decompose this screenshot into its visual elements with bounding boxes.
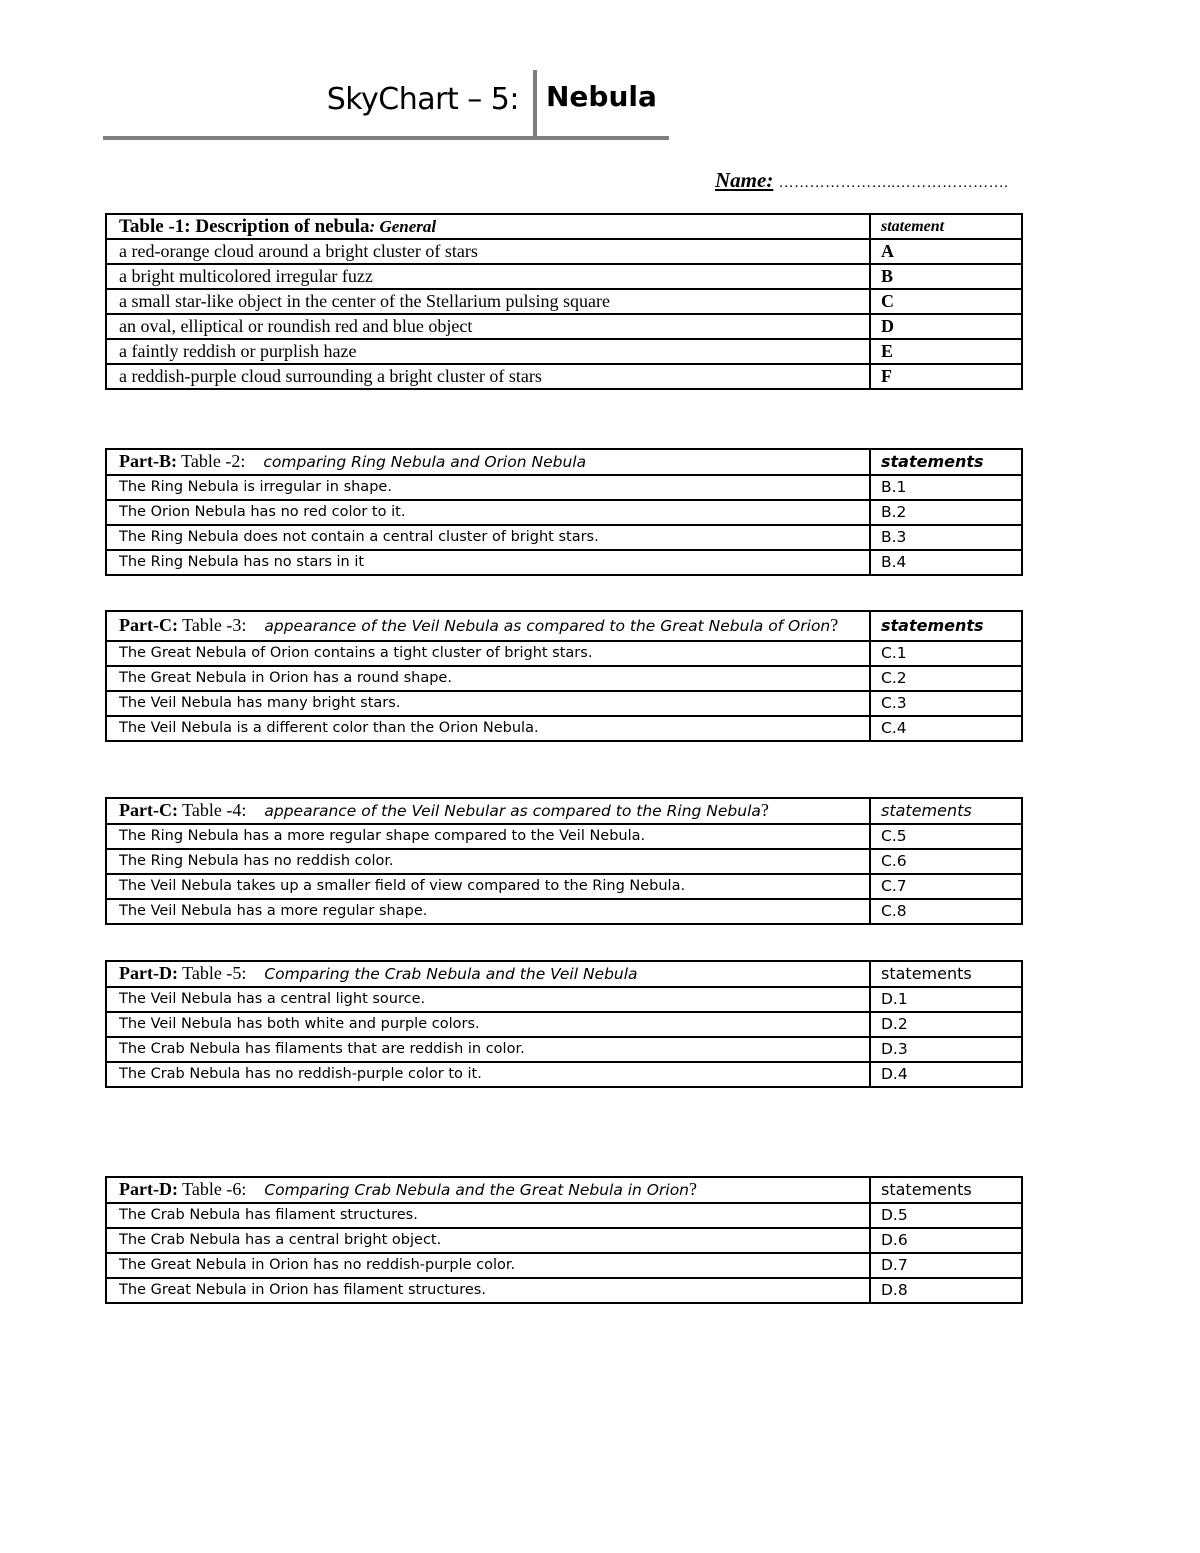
table-row bbox=[106, 314, 1022, 339]
table-row bbox=[106, 550, 1022, 575]
table-header-row bbox=[106, 611, 1022, 641]
table-label: Table -4: bbox=[177, 800, 247, 820]
part-label: Part-C: bbox=[119, 800, 178, 820]
row-code: D bbox=[870, 314, 1022, 339]
table-description: appearance of the Veil Nebular as compared to the Ring Nebula bbox=[264, 802, 761, 820]
table-row bbox=[106, 1278, 1022, 1303]
part-label: Part-D: bbox=[119, 963, 178, 983]
row-description: The Veil Nebula is a different color than the Orion Nebula. bbox=[106, 716, 870, 741]
table-row bbox=[106, 1203, 1022, 1228]
table-label: Table -3: bbox=[177, 615, 247, 635]
table-2-ring-vs-orion bbox=[105, 448, 1023, 576]
table-6-crab-vs-orion bbox=[105, 1176, 1023, 1304]
row-description: The Veil Nebula has both white and purple colors. bbox=[106, 1012, 870, 1037]
table-label: Table -2: bbox=[176, 451, 246, 471]
table-description: appearance of the Veil Nebula as compared to the Great Nebula of Orion bbox=[264, 617, 831, 635]
table-1-title-bold: Table -1: Description of nebula bbox=[119, 216, 370, 237]
table-5-title bbox=[106, 961, 870, 987]
table-description: Comparing the Crab Nebula and the Veil Nebula bbox=[264, 965, 638, 983]
row-code: C.7 bbox=[870, 874, 1022, 899]
table-5-crab-vs-veil bbox=[105, 960, 1023, 1088]
table-row bbox=[106, 641, 1022, 666]
table-header-row bbox=[106, 449, 1022, 475]
row-code: B.1 bbox=[870, 475, 1022, 500]
table-3-statements-header: statements bbox=[870, 611, 1022, 641]
doc-title-topic: Nebula bbox=[546, 80, 657, 113]
document-header bbox=[103, 70, 669, 140]
row-code: B.2 bbox=[870, 500, 1022, 525]
name-label: Name: bbox=[715, 168, 774, 192]
row-code: B.3 bbox=[870, 525, 1022, 550]
table-row bbox=[106, 339, 1022, 364]
row-code: D.8 bbox=[870, 1278, 1022, 1303]
header-divider bbox=[533, 70, 537, 138]
header-rule bbox=[103, 136, 669, 140]
row-description: The Ring Nebula has no stars in it bbox=[106, 550, 870, 575]
table-header-row bbox=[106, 961, 1022, 987]
table-5-statements-header: statements bbox=[870, 961, 1022, 987]
row-code: C.6 bbox=[870, 849, 1022, 874]
row-code: D.3 bbox=[870, 1037, 1022, 1062]
table-1-title-italic: : General bbox=[369, 217, 437, 236]
table-row bbox=[106, 1062, 1022, 1087]
table-row bbox=[106, 899, 1022, 924]
table-row bbox=[106, 691, 1022, 716]
table-header-row bbox=[106, 214, 1022, 239]
table-label: Table -6: bbox=[177, 1179, 247, 1199]
row-description: The Great Nebula of Orion contains a tight cluster of bright stars. bbox=[106, 641, 870, 666]
table-1-title bbox=[106, 214, 870, 239]
table-row bbox=[106, 849, 1022, 874]
table-row bbox=[106, 1012, 1022, 1037]
table-row bbox=[106, 289, 1022, 314]
row-code: B.4 bbox=[870, 550, 1022, 575]
row-code: C.5 bbox=[870, 824, 1022, 849]
table-row bbox=[106, 716, 1022, 741]
table-description: comparing Ring Nebula and Orion Nebula bbox=[263, 453, 587, 471]
row-description: The Great Nebula in Orion has a round shape. bbox=[106, 666, 870, 691]
table-6-statements-header: statements bbox=[870, 1177, 1022, 1203]
table-row bbox=[106, 364, 1022, 389]
row-code: B bbox=[870, 264, 1022, 289]
table-row bbox=[106, 239, 1022, 264]
row-code: E bbox=[870, 339, 1022, 364]
row-description: The Veil Nebula has many bright stars. bbox=[106, 691, 870, 716]
table-description-suffix: ? bbox=[830, 615, 839, 635]
table-row bbox=[106, 824, 1022, 849]
table-row bbox=[106, 666, 1022, 691]
table-2-title bbox=[106, 449, 870, 475]
table-3-veil-vs-orion bbox=[105, 610, 1023, 742]
row-description: The Veil Nebula has a more regular shape. bbox=[106, 899, 870, 924]
table-header-row bbox=[106, 798, 1022, 824]
row-description: The Great Nebula in Orion has no reddish-purple color. bbox=[106, 1253, 870, 1278]
table-3-title bbox=[106, 611, 870, 641]
table-description-suffix: ? bbox=[689, 1179, 697, 1199]
row-description: The Veil Nebula has a central light source. bbox=[106, 987, 870, 1012]
row-code: D.1 bbox=[870, 987, 1022, 1012]
row-description: a reddish-purple cloud surrounding a bright cluster of stars bbox=[106, 364, 870, 389]
row-code: C.1 bbox=[870, 641, 1022, 666]
row-code: C bbox=[870, 289, 1022, 314]
table-header-row bbox=[106, 1177, 1022, 1203]
row-description: The Orion Nebula has no red color to it. bbox=[106, 500, 870, 525]
row-description: The Crab Nebula has no reddish-purple color to it. bbox=[106, 1062, 870, 1087]
row-description: The Ring Nebula has a more regular shape compared to the Veil Nebula. bbox=[106, 824, 870, 849]
row-description: a small star-like object in the center of the Stellarium pulsing square bbox=[106, 289, 870, 314]
row-code: C.8 bbox=[870, 899, 1022, 924]
table-4-statements-header: statements bbox=[870, 798, 1022, 824]
name-line bbox=[715, 168, 1008, 193]
table-label: Table -5: bbox=[177, 963, 247, 983]
table-1-description bbox=[105, 213, 1023, 390]
name-blank[interactable]: …………………..…………………. bbox=[778, 175, 1009, 191]
table-row bbox=[106, 874, 1022, 899]
row-description: The Crab Nebula has a central bright object. bbox=[106, 1228, 870, 1253]
row-description: a red-orange cloud around a bright cluster of stars bbox=[106, 239, 870, 264]
row-description: an oval, elliptical or roundish red and blue object bbox=[106, 314, 870, 339]
row-code: C.2 bbox=[870, 666, 1022, 691]
part-label: Part-D: bbox=[119, 1179, 178, 1199]
row-description: The Great Nebula in Orion has filament structures. bbox=[106, 1278, 870, 1303]
row-code: A bbox=[870, 239, 1022, 264]
table-row bbox=[106, 1228, 1022, 1253]
table-6-title bbox=[106, 1177, 870, 1203]
table-row bbox=[106, 1037, 1022, 1062]
table-2-statements-header: statements bbox=[870, 449, 1022, 475]
row-description: The Ring Nebula has no reddish color. bbox=[106, 849, 870, 874]
row-code: C.3 bbox=[870, 691, 1022, 716]
row-code: F bbox=[870, 364, 1022, 389]
table-row bbox=[106, 1253, 1022, 1278]
table-row bbox=[106, 475, 1022, 500]
table-row bbox=[106, 987, 1022, 1012]
part-label: Part-B: bbox=[119, 451, 177, 471]
row-description: The Crab Nebula has filament structures. bbox=[106, 1203, 870, 1228]
table-row bbox=[106, 500, 1022, 525]
part-label: Part-C: bbox=[119, 615, 178, 635]
doc-title-series: SkyChart – 5: bbox=[326, 82, 519, 117]
table-4-veil-vs-ring bbox=[105, 797, 1023, 925]
row-description: The Crab Nebula has filaments that are reddish in color. bbox=[106, 1037, 870, 1062]
row-code: C.4 bbox=[870, 716, 1022, 741]
row-code: D.7 bbox=[870, 1253, 1022, 1278]
row-code: D.6 bbox=[870, 1228, 1022, 1253]
table-description: Comparing Crab Nebula and the Great Nebula in Orion bbox=[264, 1181, 689, 1199]
table-4-title bbox=[106, 798, 870, 824]
table-row bbox=[106, 525, 1022, 550]
row-code: D.5 bbox=[870, 1203, 1022, 1228]
row-description: The Veil Nebula takes up a smaller field of view compared to the Ring Nebula. bbox=[106, 874, 870, 899]
row-description: The Ring Nebula is irregular in shape. bbox=[106, 475, 870, 500]
table-description-suffix: ? bbox=[760, 800, 769, 820]
row-description: a bright multicolored irregular fuzz bbox=[106, 264, 870, 289]
table-1-statement-header: statement bbox=[870, 214, 1022, 239]
row-description: a faintly reddish or purplish haze bbox=[106, 339, 870, 364]
table-row bbox=[106, 264, 1022, 289]
row-code: D.4 bbox=[870, 1062, 1022, 1087]
row-description: The Ring Nebula does not contain a central cluster of bright stars. bbox=[106, 525, 870, 550]
row-code: D.2 bbox=[870, 1012, 1022, 1037]
